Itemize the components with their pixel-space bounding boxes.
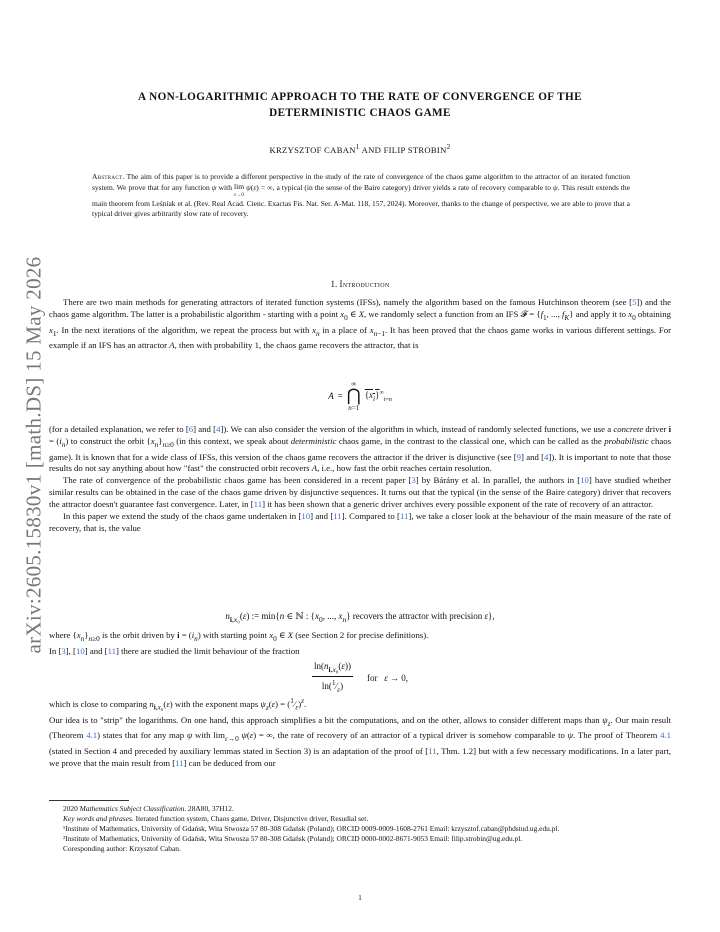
footnote-corresponding: Coresponding author: Krzysztof Caban.: [63, 844, 181, 853]
footnote-keywords: Key words and phrases. Iterated function system, Chaos game, Driver, Disjunctive driver, Resudial set.: [63, 814, 369, 823]
arxiv-sidebar: [14, 235, 54, 675]
citation-link[interactable]: 10: [580, 475, 589, 486]
equation-fraction: $\ln(n_{i,x_0}(\varepsilon))$ $\ln(^1⁄_\varepsilon)$ for ε → 0,: [313, 661, 409, 694]
page-number: 1: [358, 893, 362, 902]
citation-link[interactable]: 4: [544, 451, 549, 462]
paragraph-1: There are two main methods for generating attractors of iterated function systems (IFSs), namely the algorithm based on the famous Hutchinson theorem (see [5]) and the chaos game algorithm. The latter is a probabilistic algorithm - starting with a point $x_0$ ∈ X, we randomly select a function from an IFS 𝓕 = {$f_1$, ..., $f_K$} and apply it to $x_0$ obtaining $x_1$. In the next iterations of the algorithm, we repeat the process but with $x_n$ in a place of $x_{n-1}$. It has been proved that the chaos game works in various different settings. For example if an IFS has an attractor A, then with probability 1, the chaos game recovers the attractor, that is: [49, 297, 671, 351]
citation-link[interactable]: 3: [411, 475, 416, 486]
citation-link[interactable]: 11: [399, 511, 409, 522]
section-heading: 1. Introduction: [330, 279, 390, 289]
citation-link[interactable]: 11: [333, 511, 342, 522]
arxiv-identifier: arXiv:2605.15830v1 [math.DS] 15 May 2026: [21, 256, 46, 654]
abstract-label: Abstract.: [92, 172, 125, 181]
citation-link[interactable]: 11: [253, 499, 263, 510]
citation-link[interactable]: 3: [61, 645, 66, 656]
abstract: Abstract. The aim of this paper is to provide a different perspective in the study of the rate of convergence of the chaos game algorithm to the attractor of an iterated function system. We prove that for any function ψ with lim ε→0 ψ(ε) = ∞, a typical (in the sense of the Baire category) driver yields a rate of recovery comparable to ψ. This result extends the main theorem from Leśniak et al. (Rev. Real Acad. Cienc. Exactas Fis. Nat. Ser. A-Mat. 118, 157, 2024). Moreover, thanks to the change of perspective, we are able to prove that a typical driver gives arbitrarily slow rate of recovery.: [92, 172, 630, 219]
paragraph-4: which is close to comparing $n_{i,x_0}(\varepsilon)$ with the exponent maps $\psi_z(\varepsilon)$ = $(^1⁄_\varepsilon)^z$. Our idea is to "strip" the logarithms. On one hand, this approach simplifies a bit the computations, and on the other, allows to consider different maps than $\psi_z$. Our main result (Theorem 4.1) states that for any map ψ with $\lim_{\varepsilon\to 0} \psi(\varepsilon)$ = ∞, the rate of recovery of an attractor of a typical driver is somehow comparable to ψ. The proof of Theorem 4.1 (stated in Section 4 and preceded by auxiliary lemmas stated in Section 3) is an adaptation of the proof of [11, Thm. 1.2] but with a few necessary modifications. In a later part, we prove that the main result from [11] can be deduced from our: [49, 697, 671, 768]
equation-attractor: A = ∞ ⋂ n=1 $\{x_i\}^\infty_{i=n}$: [328, 380, 392, 412]
authors: KRZYSZTOF CABAN$^1$ AND FILIP STROBIN$^2$: [269, 143, 451, 155]
paragraph-2: (for a detailed explanation, we refer to [6] and [4]). We can also consider the version of the algorithm in which, instead of randomly selected functions, we use a concrete driver $i = (i_n)$ to construct the orbit $\{x_n\}_{n\ge 0}$ (in this context, we speak about deterministic chaos game, in the contrast to the classical one, which can be called as the probabilistic chaos game). It is known that for a wide class of IFSs, this version of the chaos game recovers the attractor if the driver is disjunctive (see [9] and [4]). It is important to note that those results do not say anything about how "fast" the constructed orbit recovers A, i.e., how fast the orbit reaches certain resolution. The rate of convergence of the probabilistic chaos game has been considered in a recent paper [3] by Bárány et al. In parallel, the authors in [10] have studied whether similar results can be obtained in the case of the chaos game driven by disjunctive sequences. It turns out that the typical (in the sense of the Baire category) driver that recovers the attractor doesn't guarantee fast convergence. Later, in [11] it has been shown that a generic driver archives every possible exponent of the rate of recovery of an attractor. In this paper we extend the study of the chaos game undertaken in [10] and [11]. Compared to [11], we take a closer look at the behaviour of the main measure of the rate of recovery, that is, the value: [49, 424, 671, 533]
theorem-link[interactable]: 4.1: [660, 730, 671, 741]
citation-link[interactable]: 10: [75, 645, 85, 656]
footnotes: [49, 804, 671, 854]
theorem-link[interactable]: 4.1: [86, 730, 98, 741]
citation-link[interactable]: 9: [516, 451, 522, 462]
footnote-affiliation-2: ²Institute of Mathematics, University of Gdańsk, Wita Stwosza 57 80-308 Gdańsk (Poland); ORCID 0000-0002-8671-9053 Email: filip.strobin@ug.edu.pl.: [63, 834, 523, 843]
footnote-msc: 2020 Mathematics Subject Classification. 28A80, 37H12.: [63, 804, 234, 813]
citation-link[interactable]: 11: [428, 745, 437, 756]
citation-link[interactable]: 6: [188, 424, 194, 434]
paragraph-3: where $\{x_n\}_{n\ge 0}$ is the orbit driven by $i = (i_n)$ with starting point $x_0$ ∈ X (see Section 2 for precise definitions). In [3], [10] and [11] there are studied the limit behaviour of the fraction: [49, 630, 429, 656]
paper-title-line-2: DETERMINISTIC CHAOS GAME: [269, 107, 451, 119]
citation-link[interactable]: 11: [175, 757, 184, 768]
equation-recovery-time: $n_{i,x_0}(\varepsilon)$ := min{n ∈ ℕ : {$x_0$, ..., $x_n$} recovers the attractor with precision ε},: [225, 611, 495, 624]
paper-title-line-1: A NON-LOGARITHMIC APPROACH TO THE RATE OF CONVERGENCE OF THE: [138, 91, 582, 103]
citation-link[interactable]: 4: [216, 424, 221, 434]
footnote-rule: [49, 800, 129, 801]
citation-link[interactable]: 5: [632, 297, 637, 307]
footnote-affiliation-1: ¹Institute of Mathematics, University of Gdańsk, Wita Stwosza 57 80-308 Gdańsk (Poland); ORCID 0009-0009-1608-2761 Email: krzysztof.caban@phdstud.ug.edu.pl.: [63, 824, 560, 833]
citation-link[interactable]: 11: [107, 645, 116, 656]
citation-link[interactable]: 10: [301, 511, 311, 522]
